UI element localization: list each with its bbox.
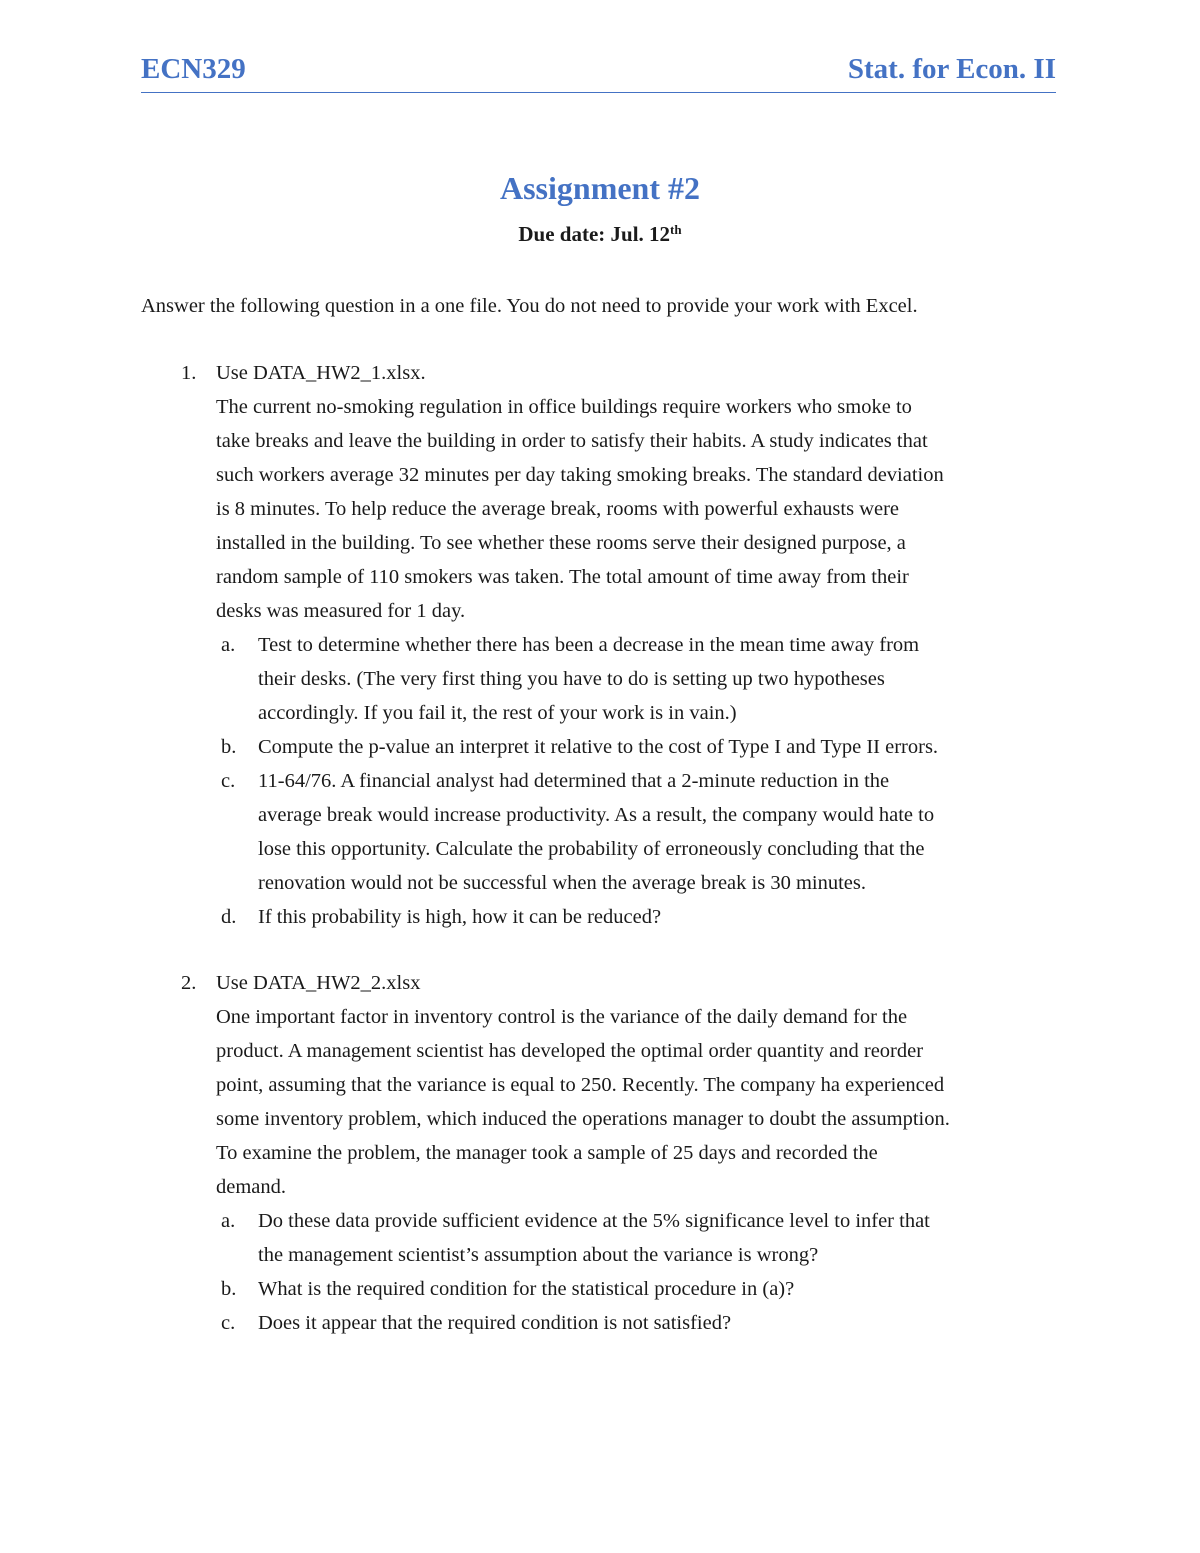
sub-question-text: [258, 900, 1061, 934]
question-line: such workers average 32 minutes per day taking smoking breaks. The standard deviation: [216, 464, 944, 486]
sub-question-line: If this probability is high, how it can be reduced?: [258, 906, 662, 928]
sub-question-line: lose this opportunity. Calculate the probability of erroneously concluding that the: [258, 838, 925, 860]
question-line: random sample of 110 smokers was taken. The total amount of time away from their: [216, 566, 909, 588]
sub-question-line: their desks. (The very first thing you have to do is setting up two hypotheses: [258, 668, 885, 690]
question-line: demand.: [216, 1176, 287, 1198]
sub-question-letter: b.: [221, 1278, 237, 1300]
sub-question-letter: c.: [221, 770, 236, 792]
question-line: take breaks and leave the building in order to satisfy their habits. A study indicates that: [216, 430, 928, 452]
question-line: To examine the problem, the manager took a sample of 25 days and recorded the: [216, 1142, 878, 1164]
question-line: One important factor in inventory control is the variance of the daily demand for the: [216, 1006, 908, 1028]
sub-question-line: Do these data provide sufficient evidence at the 5% significance level to infer that: [258, 1210, 930, 1232]
question-line: Use DATA_HW2_2.xlsx: [216, 972, 421, 994]
sub-question-text: [258, 1306, 1061, 1340]
question-text: [216, 356, 1061, 628]
due-date-superscript: th: [670, 222, 682, 237]
sub-question-letter: b.: [221, 736, 237, 758]
sub-question-list: [216, 628, 1061, 934]
sub-question-list: [216, 1204, 1061, 1340]
sub-question-text: [258, 628, 1061, 730]
question-line: some inventory problem, which induced the operations manager to doubt the assumption.: [216, 1108, 950, 1130]
question-text: [216, 966, 1061, 1204]
question-number: 2.: [181, 972, 197, 994]
question-line: installed in the building. To see whether these rooms serve their designed purpose, a: [216, 532, 906, 554]
sub-question-text: [258, 764, 1061, 900]
sub-question: [216, 628, 1061, 730]
question-line: product. A management scientist has developed the optimal order quantity and reorder: [216, 1040, 924, 1062]
sub-question-line: 11-64/76. A financial analyst had determined that a 2-minute reduction in the: [258, 770, 890, 792]
question-body: [216, 966, 1061, 1340]
question-line: point, assuming that the variance is equal to 250. Recently. The company ha experienced: [216, 1074, 945, 1096]
sub-question: [216, 730, 1061, 764]
sub-question-line: the management scientist’s assumption about the variance is wrong?: [258, 1244, 819, 1266]
sub-question-letter: a.: [221, 1210, 236, 1232]
question-line: desks was measured for 1 day.: [216, 600, 466, 622]
assignment-title: Assignment #2: [499, 170, 700, 206]
course-code: ECN329: [141, 53, 246, 85]
sub-question: [216, 900, 1061, 934]
question-line: Use DATA_HW2_1.xlsx.: [216, 362, 426, 384]
sub-question: [216, 1204, 1061, 1272]
sub-question-letter: c.: [221, 1312, 236, 1334]
question-body: [216, 356, 1061, 934]
sub-question-line: accordingly. If you fail it, the rest of your work is in vain.): [258, 702, 737, 724]
sub-question-letter: d.: [221, 906, 237, 928]
sub-question: [216, 764, 1061, 900]
sub-question-line: Compute the p-value an interpret it relative to the cost of Type I and Type II errors.: [258, 736, 939, 758]
sub-question-text: [258, 730, 1061, 764]
sub-question-text: [258, 1204, 1061, 1272]
course-name: Stat. for Econ. II: [847, 53, 1056, 85]
due-date: [0, 218, 1200, 250]
sub-question-line: renovation would not be successful when the average break is 30 minutes.: [258, 872, 866, 894]
due-date-label: Due date: Jul. 12: [518, 222, 671, 246]
sub-question: [216, 1306, 1061, 1340]
question-line: The current no-smoking regulation in office buildings require workers who smoke to: [216, 396, 912, 418]
sub-question-letter: a.: [221, 634, 236, 656]
sub-question-line: Does it appear that the required condition is not satisfied?: [258, 1312, 732, 1334]
page-header: [141, 50, 1056, 93]
question-number: 1.: [181, 362, 197, 384]
sub-question: [216, 1272, 1061, 1306]
instructions: Answer the following question in a one file. You do not need to provide your work with Excel.: [141, 295, 918, 317]
sub-question-line: average break would increase productivity. As a result, the company would hate to: [258, 804, 935, 826]
question-line: is 8 minutes. To help reduce the average break, rooms with powerful exhausts were: [216, 498, 900, 520]
sub-question-text: [258, 1272, 1061, 1306]
sub-question-line: What is the required condition for the statistical procedure in (a)?: [258, 1278, 795, 1300]
sub-question-line: Test to determine whether there has been a decrease in the mean time away from: [258, 634, 920, 656]
